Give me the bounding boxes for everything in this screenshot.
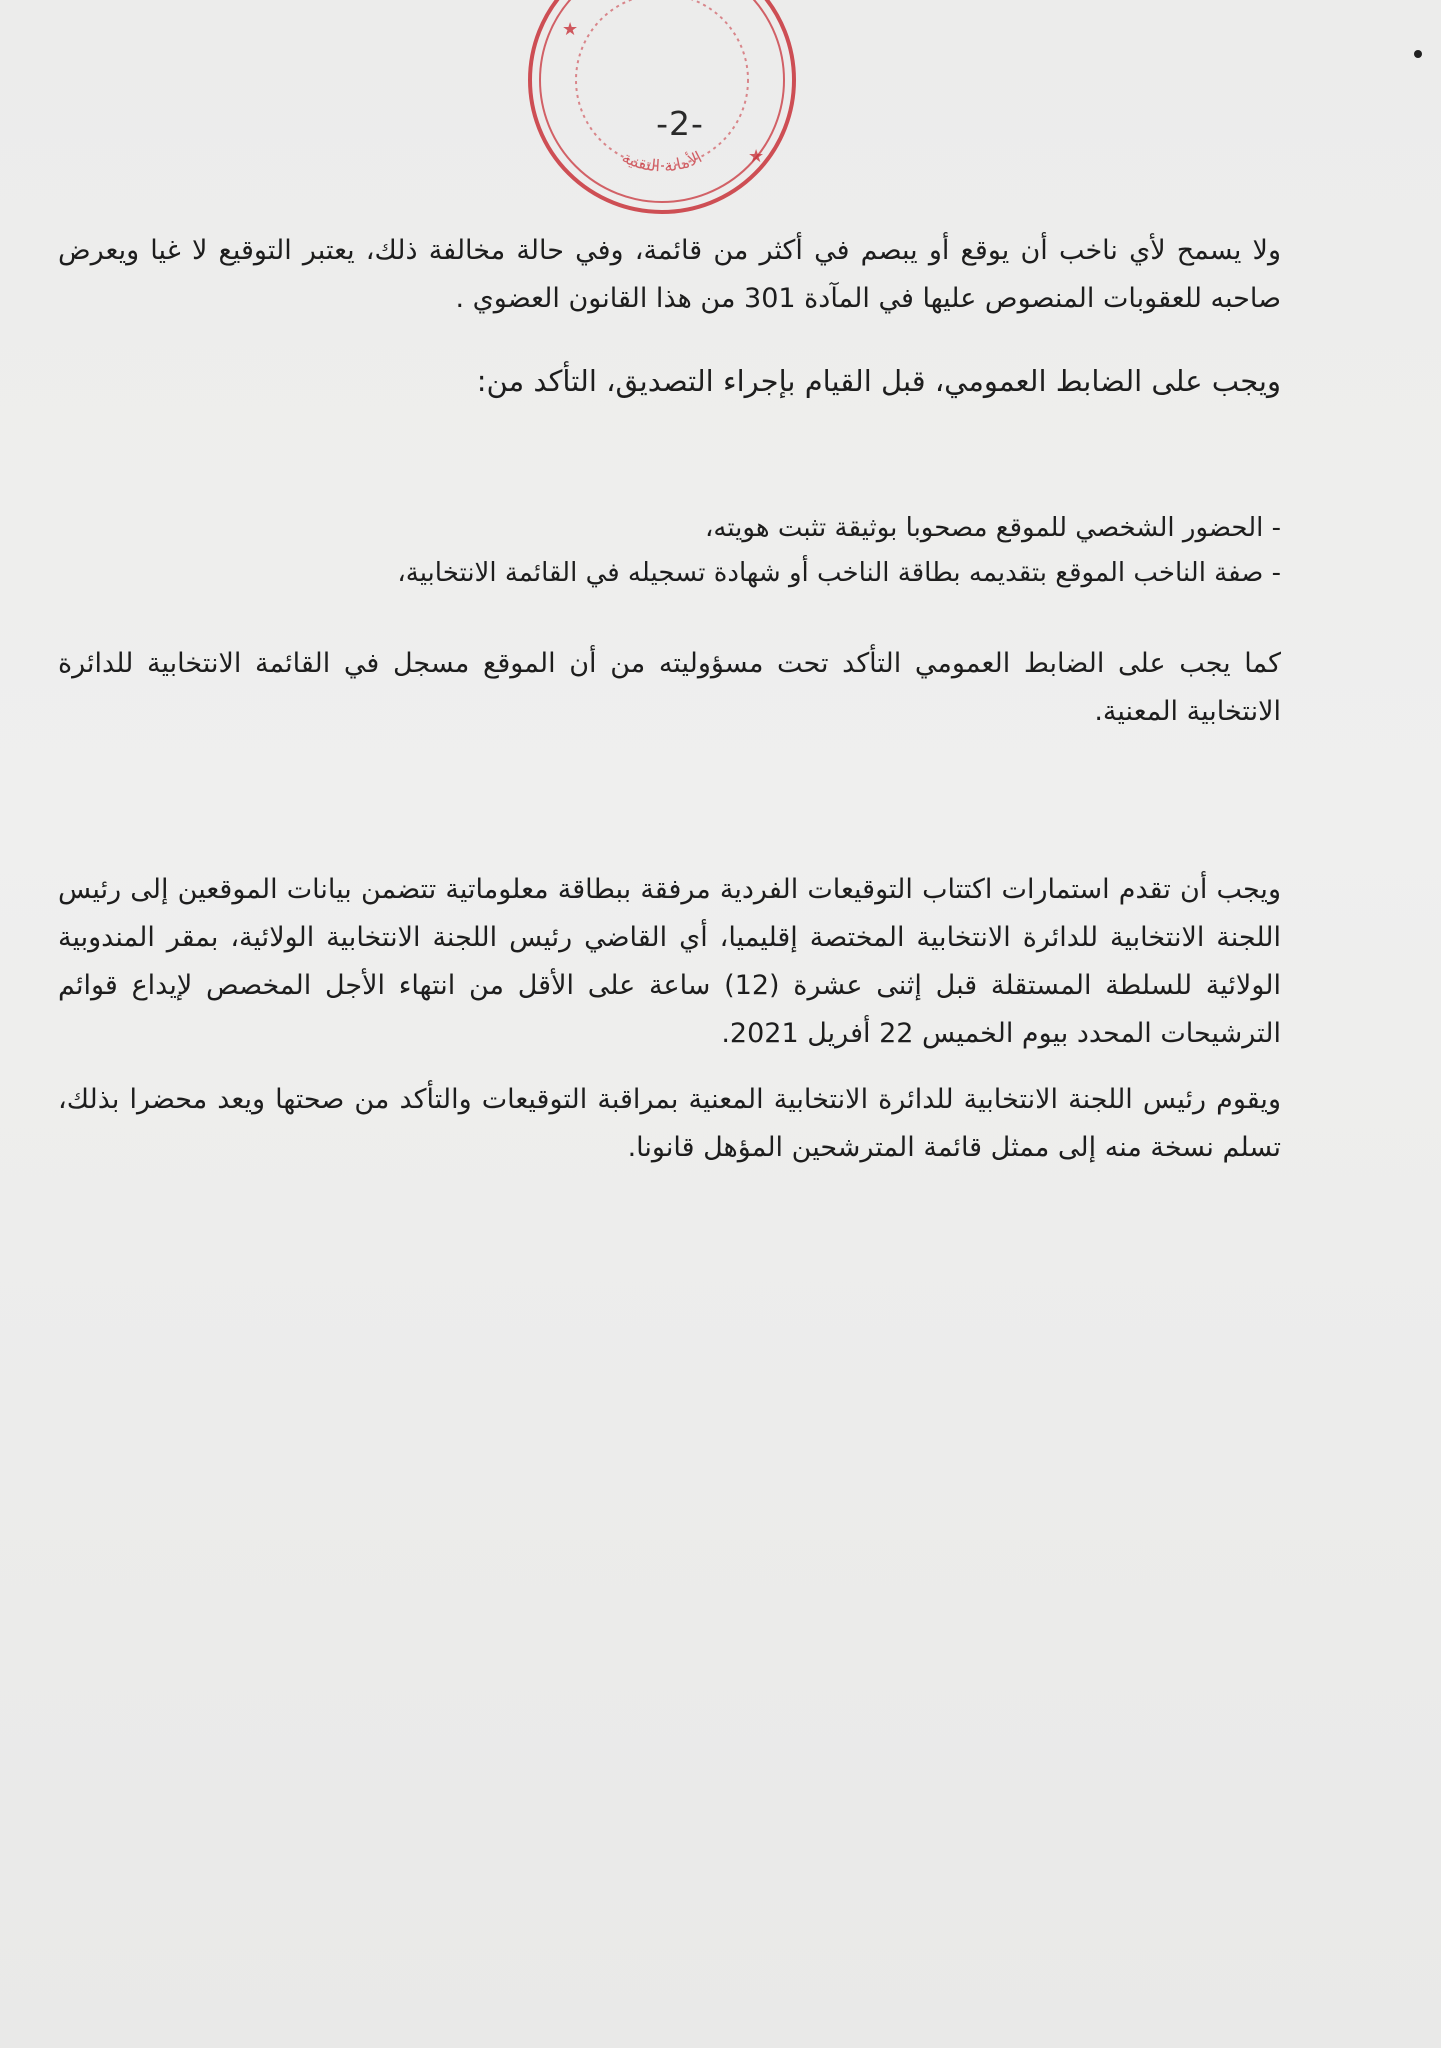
- paragraph-text: كما يجب على الضابط العمومي التأكد تحت مسؤوليته من أن الموقع مسجل في القائمة الانتخابية للدائرة الانتخابية المعنية.: [58, 648, 1281, 727]
- paragraph-intro: ويجب على الضابط العمومي، قبل القيام بإجراء التصديق، التأكد من:: [476, 364, 1281, 398]
- svg-text:★: ★: [748, 146, 765, 167]
- stamp-text-bottom: الأمانة التقنية: [619, 147, 705, 176]
- page-number: -2-: [656, 104, 704, 143]
- ink-dot: [1414, 50, 1422, 58]
- paragraph-text: ويقوم رئيس اللجنة الانتخابية للدائرة الانتخابية المعنية بمراقبة التوقيعات والتأكد من صحتها ويعد محضرا بذلك، تسلم نسخة منه إلى ممثل قائمة المترشحين المؤهل قانونا.: [58, 1084, 1281, 1163]
- list-item: - صفة الناخب الموقع بتقديمه بطاقة الناخب أو شهادة تسجيله في القائمة الانتخابية،: [397, 558, 1281, 588]
- svg-text:الأمانة التقنية: [619, 147, 705, 175]
- verification-list: [58, 506, 1281, 596]
- paragraph-text: ويجب أن تقدم استمارات اكتتاب التوقيعات الفردية مرفقة ببطاقة معلوماتية تتضمن بيانات الموقعين إلى رئيس اللجنة الانتخابية للدائرة الانتخابية المختصة إقليميا، أي القاضي رئيس اللجنة الانتخابية الولائية، بمقر المندوبية الولائية للسلطة المستقلة قبل إثنى عشرة (12) ساعة على الأقل من انتهاء الأجل المخصص لإيداع قوائم الترشيحات المحدد بيوم الخميس 22 أفريل 2021.: [58, 874, 1282, 1049]
- list-item: - الحضور الشخصي للموقع مصحوبا بوثيقة تثبت هويته،: [705, 513, 1281, 543]
- svg-text:★: ★: [562, 19, 579, 40]
- paragraph-registration-check: [58, 640, 1281, 736]
- paragraph-signature-rule: [58, 227, 1281, 323]
- paragraph-submission: [58, 866, 1281, 1172]
- paragraph-verification: [58, 357, 1281, 405]
- paragraph-text: ولا يسمح لأي ناخب أن يوقع أو يبصم في أكثر من قائمة، وفي حالة مخالفة ذلك، يعتبر التوقيع لا غيا ويعرض صاحبه للعقوبات المنصوص عليها في المآدة 301 من هذا القانون العضوي .: [58, 235, 1281, 314]
